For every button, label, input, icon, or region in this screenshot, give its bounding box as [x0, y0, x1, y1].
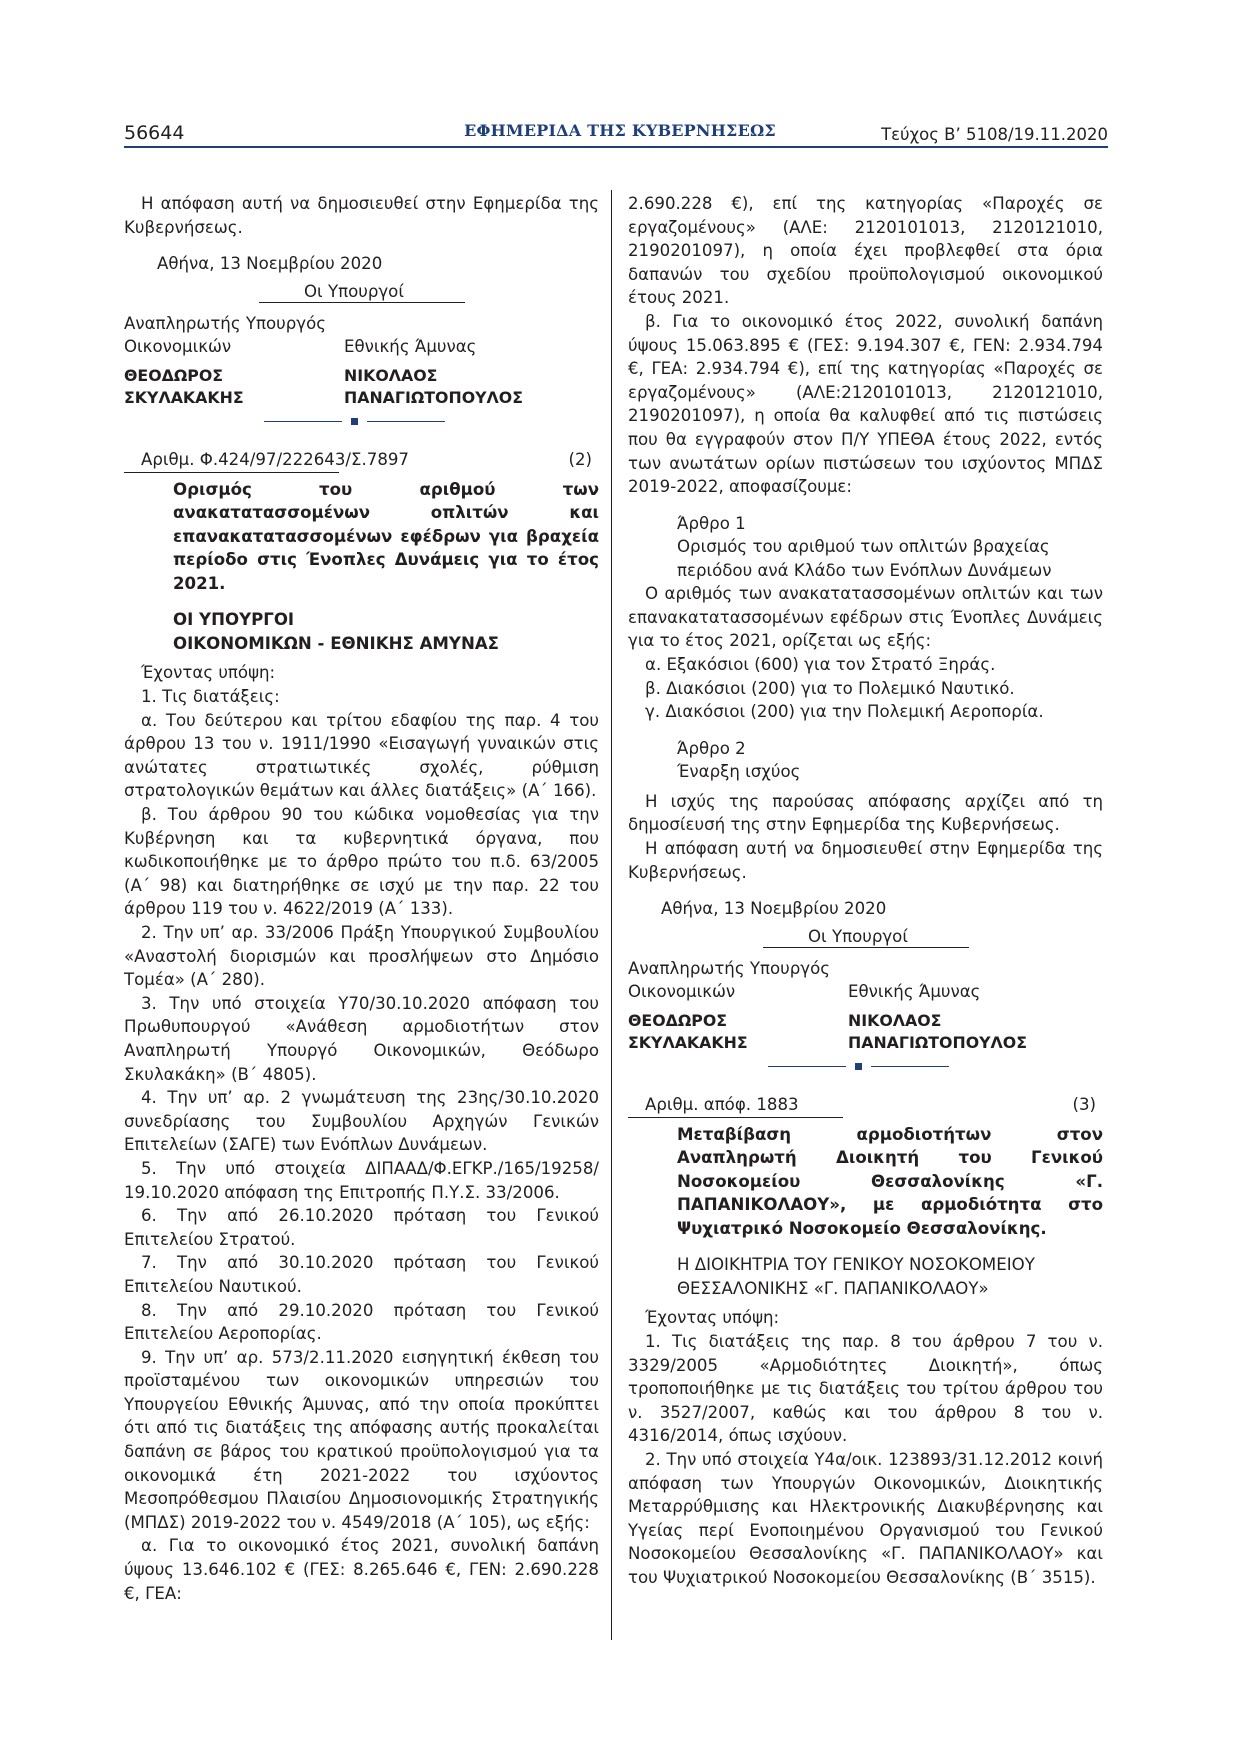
- publish-note: Η απόφαση αυτή να δημοσιευθεί στην Εφημερίδα της Κυβερνήσεως.: [124, 194, 599, 237]
- decision-title-3: Μεταβίβαση αρμοδιοτήτων στον Αναπληρωτή Διοικητή του Γενικού Νοσοκομείου Θεσσαλονίκης «Γ. ΠΑΠΑΝΙΚΟΛΑΟΥ», με αρμοδιότητα στο Ψυχιατρικό Νοσοκομείο Θεσσαλονίκης.: [677, 1124, 1103, 1238]
- ministers-heading-text: Οι Υπουργοί: [304, 281, 404, 301]
- article-1-text: Ο αριθμός των ανακατατασσομένων οπλιτών και των επανακατατασσομένων εφέδρων στις Ένοπλες Δυνάμεις για το έτος 2021, ορίζεται ως εξής:: [628, 584, 1103, 651]
- signature-names: [124, 365, 599, 409]
- right-column: [628, 192, 1103, 1590]
- paragraph-9a: α. Για το οικονομικό έτος 2021, συνολική δαπάνη ύψους 13.646.102 € (ΓΕΣ: 8.265.646 €, ΓΕΝ: 2.690.228 €, ΓΕΑ:: [124, 1536, 599, 1603]
- decision-title-2: Ορισμός του αριθμού των ανακατατασσομένων οπλιτών και επανακατατασσομένων εφέδρων για βραχεία περίοδο στις Ένοπλες Δυνάμεις για το έτος 2021.: [173, 479, 599, 593]
- paragraph-8: 8. Την από 29.10.2020 πρόταση του Γενικού Επιτελείου Αεροπορίας.: [124, 1300, 599, 1344]
- paragraph-9b: β. Για το οικονομικό έτος 2022, συνολική δαπάνη ύψους 15.063.895 € (ΓΕΣ: 9.194.307 €, ΓΕΝ: 2.934.794 €, ΓΕΑ: 2.934.794 €), επί της κατηγορίας «Παροχές σε εργαζομένους» (ΑΛΕ:2120101013, 2120121010, 2190201097), η οποία θα καλυφθεί από τις πιστώσεις που θα εγγραφούν στον Π/Υ ΥΠΕΘΑ έτους 2022, εντός των ανωτάτων ορίων πιστώσεων του ισχύοντος ΜΠΔΣ 2019-2022, αποφασίζουμε:: [628, 311, 1103, 497]
- publish-note-2: Η απόφαση αυτή να δημοσιευθεί στην Εφημερίδα της Κυβερνήσεως.: [628, 838, 1103, 882]
- article-1-title-b: περιόδου ανά Κλάδο των Ενόπλων Δυνάμεων: [677, 560, 1052, 580]
- date-line-2: Αθήνα, 13 Νοεμβρίου 2020: [661, 899, 887, 919]
- signature-role-1b-2: Οικονομικών: [628, 982, 736, 1002]
- journal-title: ΕΦΗΜΕΡΙΔΑ ΤΗΣ ΚΥΒΕΡΝΗΣΕΩΣ: [464, 121, 776, 140]
- issue-label: Τεύχος B’ 5108/19.11.2020: [881, 125, 1108, 144]
- paragraph-3: 3. Την υπό στοιχεία Υ70/30.10.2020 απόφαση του Πρωθυπουργού «Ανάθεση αρμοδιοτήτων στον Αναπληρωτή Υπουργό Οικονομικών, Θεόδωρο Σκυλακάκη» (Β΄ 4805).: [124, 993, 599, 1084]
- signature-names-2: [628, 1010, 1103, 1054]
- ministers-heading-rule: [259, 302, 465, 303]
- paragraph-9a-continued: 2.690.228 €), επί της κατηγορίας «Παροχές σε εργαζομένους» (ΑΛΕ: 2120101013, 2120121010, 2190201097), η οποία έχει προβλεφθεί στα όρια δαπανών του σχεδίου προϋπολογισμού οικονομικού έτους 2021.: [628, 194, 1103, 308]
- left-column: [124, 192, 599, 1605]
- signature-name-2b-2: ΠΑΝΑΓΙΩΤΟΠΟΥΛΟΣ: [848, 1032, 1028, 1052]
- paragraph-3-1: 1. Τις διατάξεις της παρ. 8 του άρθρου 7 του ν. 3329/2005 «Αρμοδιότητες Διοικητή», όπως τροποποιήθηκε με τις διατάξεις του τρίτου άρθρου του ν. 3527/2007, καθώς και του άρθρου 8 του ν. 4316/2014, όπως ισχύουν.: [628, 1332, 1103, 1446]
- paragraph-1b: β. Του άρθρου 90 του κώδικα νομοθεσίας για την Κυβέρνηση και τα κυβερνητικά όργανα, που κωδικοποιήθηκε με το άρθρο πρώτο του π.δ. 63/2005 (Α΄ 98) και διατηρήθηκε σε ισχύ με την παρ. 22 του άρθρου 119 του ν. 4622/2019 (Α΄ 133).: [124, 805, 599, 919]
- article-1-number: Άρθρο 1: [677, 513, 746, 533]
- decision-index-3: (3): [1072, 1094, 1096, 1114]
- section-separator-2: [628, 1054, 1103, 1080]
- considering-line-3: Έχοντας υπόψη:: [645, 1308, 780, 1328]
- signature-name-1b: ΣΚΥΛΑΚΑΚΗΣ: [124, 387, 244, 407]
- ministers-heading-text-2: Οι Υπουργοί: [808, 926, 908, 946]
- paragraph-4: 4. Την υπ’ αρ. 2 γνωμάτευση της 23ης/30.10.2020 συνεδρίασης του Συμβουλίου Αρχηγών Γενικών Επιτελείων (ΣΑΓΕ) των Ενόπλων Δυνάμεων.: [124, 1088, 599, 1155]
- authority-b: ΘΕΣΣΑΛΟΝΙΚΗΣ «Γ. ΠΑΠΑΝΙΚΟΛΑΟΥ»: [677, 1278, 989, 1298]
- article-2-text: Η ισχύς της παρούσας απόφασης αρχίζει από τη δημοσίευσή της στην Εφημερίδα της Κυβερνήσεως.: [628, 791, 1103, 835]
- decision-number-rule: [124, 472, 339, 473]
- signatures-2: [628, 957, 1103, 1004]
- column-divider: [611, 190, 612, 1640]
- signature-name-1b-2: ΣΚΥΛΑΚΑΚΗΣ: [628, 1032, 748, 1052]
- paragraph-3-2: 2. Την υπό στοιχεία Υ4α/οικ. 123893/31.12.2012 κοινή απόφαση των Υπουργών Οικονομικών, Διοικητικής Μεταρρύθμισης και Ηλεκτρονικής Διακυβέρνησης και Υγείας περί Ενοποιημένου Οργανισμού του Γενικού Νοσοκομείου Θεσσαλονίκης «Γ. ΠΑΠΑΝΙΚΟΛΑΟΥ» και του Ψυχιατρικού Νοσοκομείου Θεσσαλονίκης (Β΄ 3515).: [628, 1450, 1103, 1587]
- decision-number-2: [124, 448, 599, 472]
- ministers-title-a: ΟΙ ΥΠΟΥΡΓΟΙ: [173, 610, 295, 630]
- signature-name-2a-2: ΝΙΚΟΛΑΟΣ: [848, 1010, 942, 1030]
- decision-index: (2): [568, 449, 592, 469]
- article-1-item-a: α. Εξακόσιοι (600) για τον Στρατό Ξηράς.: [645, 655, 996, 674]
- page-number: 56644: [124, 122, 185, 144]
- signature-role-1b: Οικονομικών: [124, 337, 232, 357]
- decision-number-text: Αριθμ. Φ.424/97/222643/Σ.7897: [141, 449, 409, 469]
- section-separator: [124, 409, 599, 435]
- authority-a: Η ΔΙΟΙΚΗΤΡΙΑ ΤΟΥ ΓΕΝΙΚΟΥ ΝΟΣΟΚΟΜΕΙΟΥ: [677, 1255, 1035, 1275]
- article-1-item-c: γ. Διακόσιοι (200) για την Πολεμική Αεροπορία.: [645, 702, 1044, 722]
- article-1-item-b: β. Διακόσιοι (200) για το Πολεμικό Ναυτικό.: [645, 678, 1015, 698]
- paragraph-9: 9. Την υπ’ αρ. 573/2.11.2020 εισηγητική έκθεση του προϊσταμένου των οικονομικών υπηρεσιών του Υπουργείου Εθνικής Άμυνας, από την οποία προκύπτει ότι από τις διατάξεις της απόφασης αυτής προκαλείται δαπάνη σε βάρος του κρατικού προϋπολογισμού για τα οικονομικά έτη 2021-2022 του ισχύοντος Μεσοπρόθεσμου Πλαισίου Δημοσιονομικής Στρατηγικής (ΜΠΔΣ) 2019-2022 του ν. 4549/2018 (Α΄ 105), ως εξής:: [124, 1347, 599, 1532]
- separator-square-icon: [351, 418, 358, 425]
- article-1-title-a: Ορισμός του αριθμού των οπλιτών βραχείας: [677, 537, 1050, 557]
- signature-name-1a: ΘΕΟΔΩΡΟΣ: [124, 365, 224, 385]
- paragraph-5: 5. Την υπό στοιχεία ΔΙΠΑΑΔ/Φ.ΕΓΚΡ./165/19258/ 19.10.2020 απόφαση της Επιτροπής Π.Υ.Σ. 33/2006.: [124, 1158, 599, 1202]
- signature-name-2a: ΝΙΚΟΛΑΟΣ: [344, 365, 438, 385]
- decision-number-rule-3: [628, 1117, 843, 1118]
- signature-name-2b: ΠΑΝΑΓΙΩΤΟΠΟΥΛΟΣ: [344, 387, 524, 407]
- ministers-heading-rule-2: [763, 947, 969, 948]
- signature-role-1a: Αναπληρωτής Υπουργός: [124, 313, 326, 333]
- header-rule: [124, 146, 1108, 148]
- signatures: [124, 312, 599, 359]
- signature-role-2-2: Εθνικής Άμυνας: [848, 982, 981, 1002]
- paragraph-7: 7. Την από 30.10.2020 πρόταση του Γενικού Επιτελείου Ναυτικού.: [124, 1253, 599, 1296]
- paragraph-2: 2. Την υπ’ αρ. 33/2006 Πράξη Υπουργικού Συμβουλίου «Αναστολή διορισμών και προσλήψεων στο Δημόσιο Τομέα» (Α΄ 280).: [124, 923, 599, 990]
- article-2-title: Έναρξη ισχύος: [677, 762, 801, 782]
- signature-name-1a-2: ΘΕΟΔΩΡΟΣ: [628, 1010, 728, 1030]
- ministers-title-b: ΟΙΚΟΝΟΜΙΚΩΝ - ΕΘΝΙΚΗΣ ΑΜΥΝΑΣ: [173, 633, 500, 653]
- article-2-number: Άρθρο 2: [677, 738, 746, 758]
- signature-role-1a-2: Αναπληρωτής Υπουργός: [628, 958, 830, 978]
- paragraph-6: 6. Την από 26.10.2020 πρόταση του Γενικού Επιτελείου Στρατού.: [124, 1206, 599, 1249]
- considering-line: Έχοντας υπόψη:: [141, 663, 276, 683]
- decision-number-text-3: Αριθμ. απόφ. 1883: [645, 1094, 799, 1114]
- separator-square-icon-2: [855, 1063, 862, 1070]
- date-line: Αθήνα, 13 Νοεμβρίου 2020: [157, 254, 383, 274]
- provisions-line: 1. Τις διατάξεις:: [141, 687, 280, 707]
- ministers-heading-2: [628, 921, 1103, 951]
- decision-number-3: [628, 1093, 1103, 1117]
- signature-role-2: Εθνικής Άμυνας: [344, 337, 477, 357]
- paragraph-1a: α. Του δεύτερου και τρίτου εδαφίου της παρ. 4 του άρθρου 13 του ν. 1911/1990 «Εισαγωγή γυναικών στις ανώτατες στρατιωτικές σχολές, ρύθμιση στρατολογικών θεμάτων και άλλες διατάξεις» (Α΄ 166).: [124, 710, 599, 801]
- ministers-heading: [124, 276, 599, 306]
